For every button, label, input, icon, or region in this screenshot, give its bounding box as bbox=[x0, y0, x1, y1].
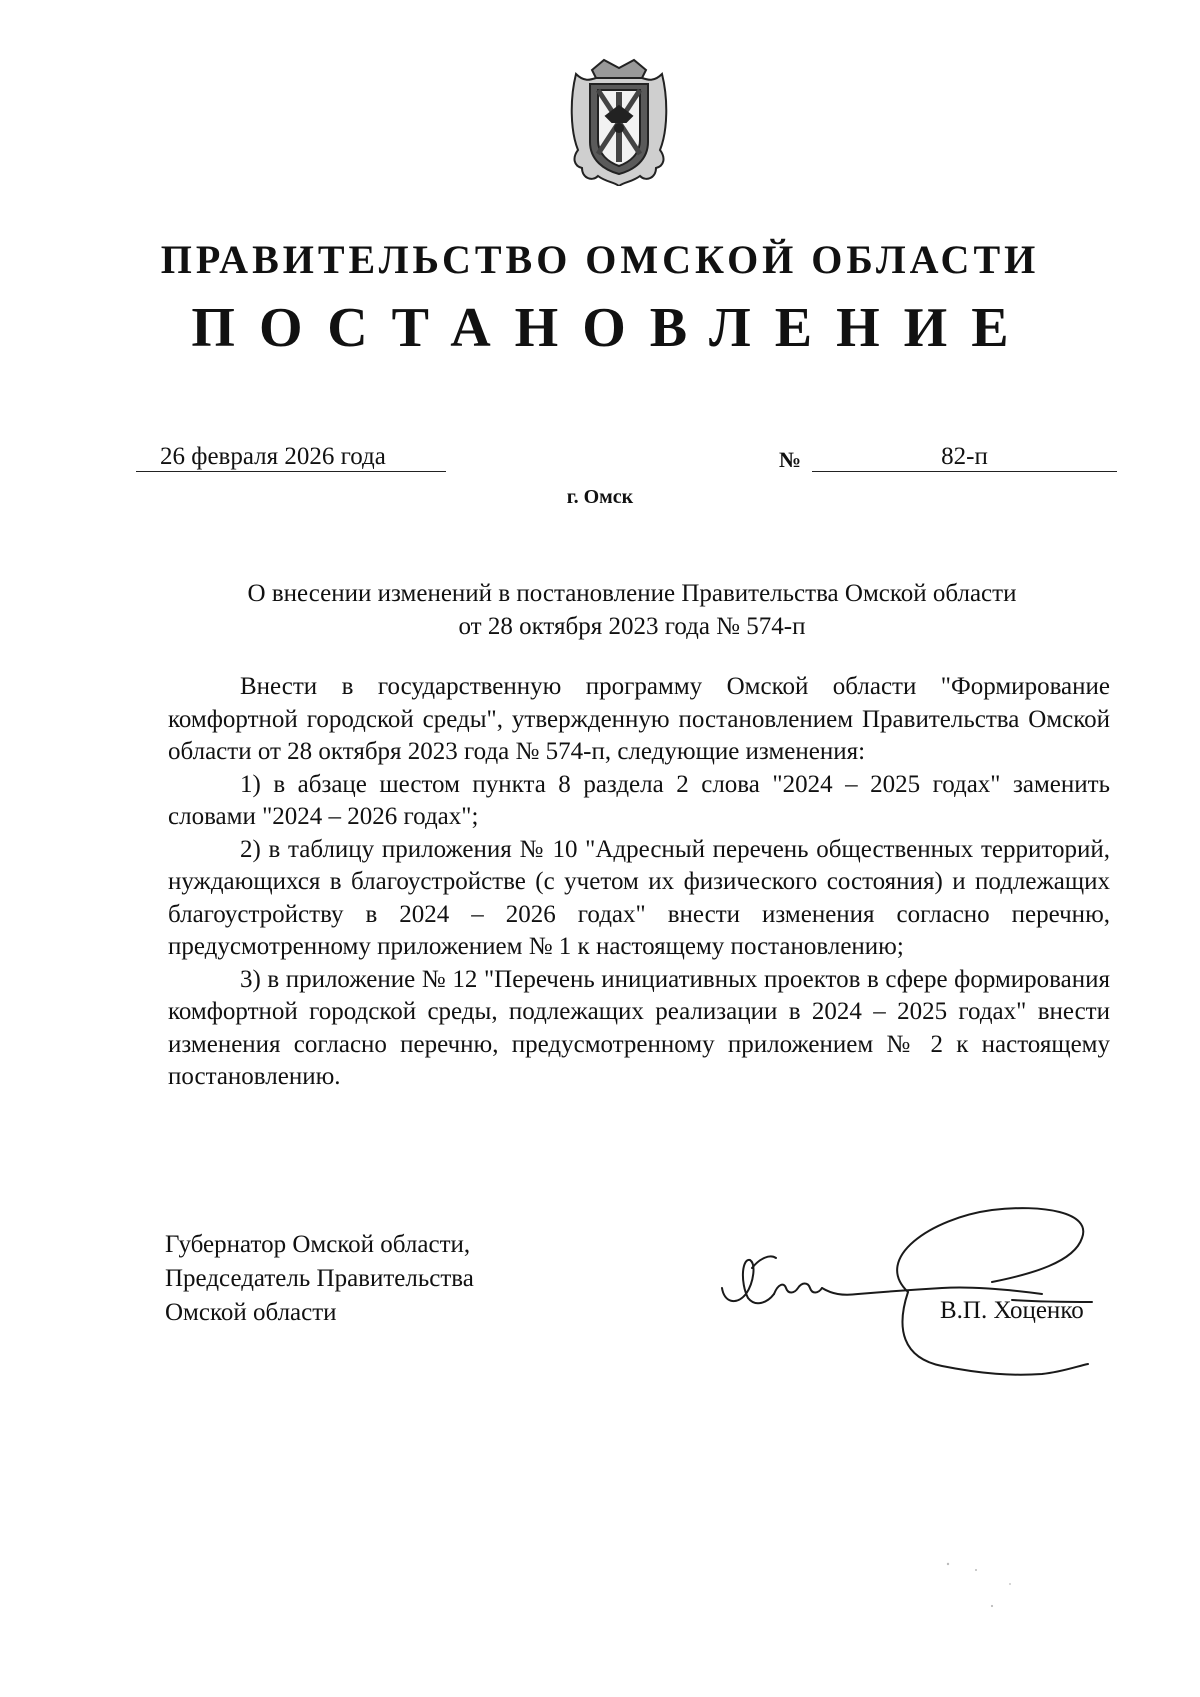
signer-position-line-1: Губернатор Омской области, bbox=[165, 1231, 471, 1258]
body-item-3: 3) в приложение № 12 "Перечень инициативных проектов в сфере формирования комфортной городской среды, подлежащих реализации в 2024 – 2025 годах" внести изменения согласно перечню, предусмотренному приложением № 2 к настоящему постановлению. bbox=[168, 965, 1110, 1090]
signer-position-line-2: Председатель Правительства bbox=[165, 1265, 474, 1292]
date-field bbox=[136, 443, 446, 472]
number-sign: № bbox=[779, 447, 802, 472]
signer-position bbox=[165, 1228, 474, 1330]
document-date: 26 февраля 2026 года bbox=[160, 443, 386, 470]
organization-title: ПРАВИТЕЛЬСТВО ОМСКОЙ ОБЛАСТИ bbox=[160, 237, 1040, 282]
body-item-2: 2) в таблицу приложения № 10 "Адресный перечень общественных территорий, нуждающихся в благоустройстве (с учетом их физического состояния) и подлежащих благоустройству в 2024 – 2026 годах" внести изменения согласно перечню, предусмотренному приложением № 1 к настоящему постановлению; bbox=[168, 835, 1110, 960]
scan-artifact bbox=[940, 1560, 1020, 1620]
signer-name: В.П. Хоценко bbox=[940, 1297, 1084, 1324]
body-intro-paragraph: Внести в государственную программу Омской области "Формирование комфортной городской среды", утвержденную постановлением Правительства Омской области от 28 октября 2023 года № 574-п, следующие изменения: bbox=[168, 673, 1110, 765]
document-number: 82-п bbox=[941, 443, 988, 470]
city-label: г. Омск bbox=[566, 486, 634, 508]
document-type-title: ПОСТАНОВЛЕНИЕ bbox=[191, 297, 1033, 359]
subject-line-2: от 28 октября 2023 года № 574-п bbox=[458, 613, 806, 640]
document-body bbox=[168, 671, 1110, 1094]
signer-position-line-3: Омской области bbox=[165, 1299, 337, 1326]
number-field bbox=[812, 443, 1117, 472]
subject-line-1: О внесении изменений в постановление Правительства Омской области bbox=[247, 580, 1017, 607]
document-subject bbox=[168, 577, 1096, 643]
coat-of-arms-icon bbox=[568, 58, 670, 186]
body-item-1: 1) в абзаце шестом пункта 8 раздела 2 слова "2024 – 2025 годах" заменить словами "2024 – 2026 годах"; bbox=[168, 770, 1110, 830]
